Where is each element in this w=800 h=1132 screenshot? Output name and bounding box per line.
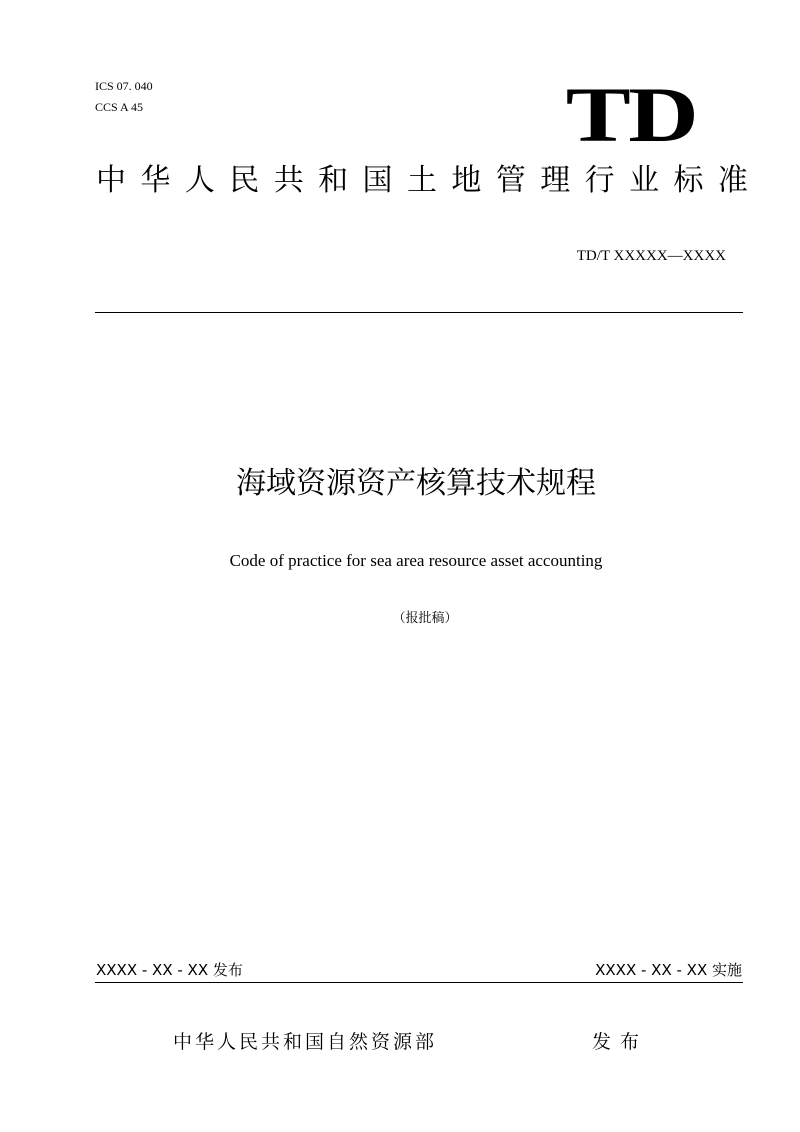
publish-label: 发布 xyxy=(592,1031,649,1053)
ics-code: ICS 07. 040 xyxy=(95,79,153,93)
top-divider xyxy=(95,312,743,313)
ccs-code: CCS A 45 xyxy=(95,100,144,114)
title-char: 人 xyxy=(184,163,215,198)
bottom-divider xyxy=(95,982,743,983)
issue-date: XXXX - XX - XX 发布 xyxy=(96,961,243,979)
standard-number: TD/T XXXXX—XXXX xyxy=(576,248,726,264)
title-char: 华 xyxy=(140,163,171,198)
title-char: 民 xyxy=(229,163,260,198)
title-char: 和 xyxy=(318,163,349,198)
title-char: 理 xyxy=(540,163,571,198)
title-char: 中 xyxy=(96,163,126,198)
implementation-date: XXXX - XX - XX 实施 xyxy=(595,961,742,979)
publisher-name: 中华人民共和国自然资源部 xyxy=(173,1031,438,1053)
title-char: 行 xyxy=(584,163,615,198)
title-char: 标 xyxy=(673,163,704,198)
title-char: 准 xyxy=(717,163,748,198)
standard-type-title xyxy=(96,160,748,202)
draft-status: （报批稿） xyxy=(392,611,458,626)
document-title-english: Code of practice for sea area resource asset accounting xyxy=(229,551,603,570)
title-char: 共 xyxy=(273,163,304,198)
title-char: 土 xyxy=(406,163,437,198)
document-title-chinese: 海域资源资产核算技术规程 xyxy=(236,466,596,501)
title-char: 国 xyxy=(362,163,393,198)
title-char: 管 xyxy=(495,163,526,198)
td-logo: TD xyxy=(565,71,697,158)
title-char: 地 xyxy=(451,163,482,198)
title-char: 业 xyxy=(629,163,660,198)
